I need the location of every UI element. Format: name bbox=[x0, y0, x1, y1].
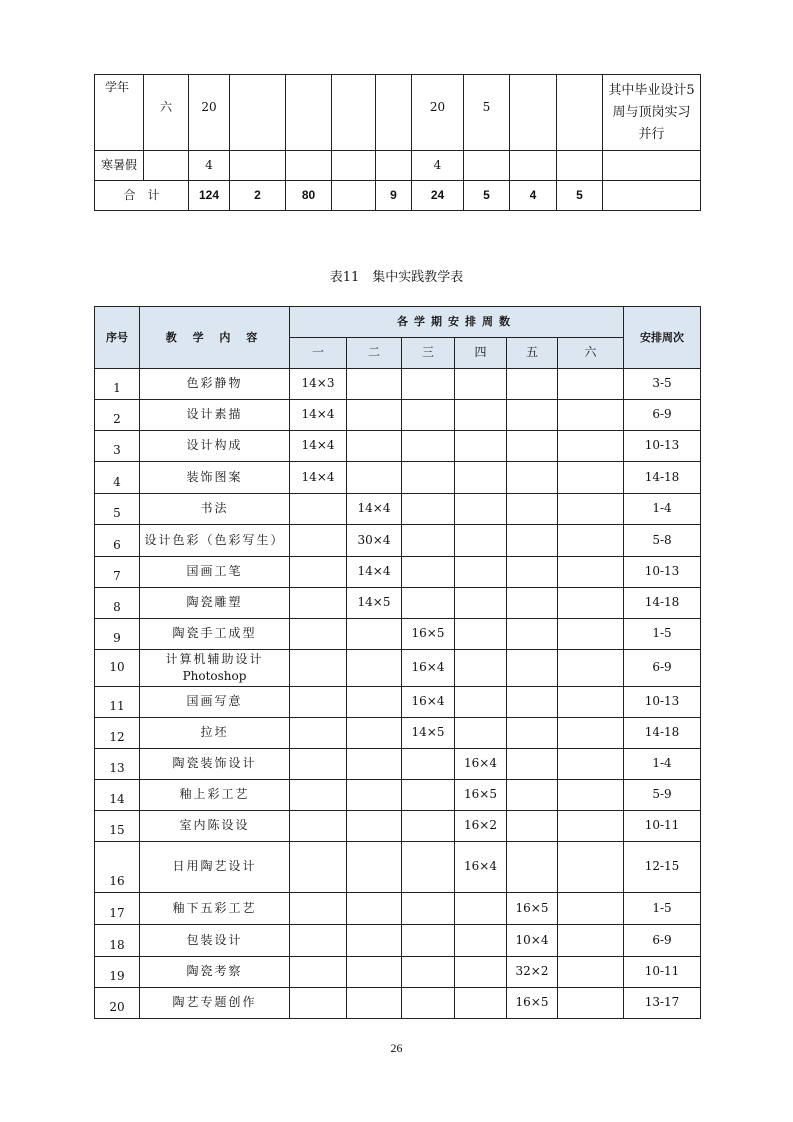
empty-cell bbox=[507, 718, 558, 749]
empty-cell bbox=[347, 400, 402, 431]
course-name bbox=[140, 557, 290, 588]
scheduled-weeks: 10-11 bbox=[624, 957, 701, 988]
scheduled-weeks: 14-18 bbox=[624, 462, 701, 494]
empty-cell bbox=[507, 619, 558, 650]
semester-six: 六 bbox=[144, 75, 189, 151]
empty-cell bbox=[455, 400, 507, 431]
empty-cell bbox=[347, 431, 402, 462]
practice-teaching-table bbox=[94, 306, 701, 1019]
empty-cell bbox=[402, 780, 455, 811]
cell-total: 20 bbox=[189, 75, 230, 151]
table-caption: 表11 集中实践教学表 bbox=[329, 270, 464, 285]
header-semester-6: 六 bbox=[558, 338, 624, 369]
table-row bbox=[95, 718, 701, 749]
course-name bbox=[140, 893, 290, 925]
empty-cell bbox=[290, 557, 347, 588]
cell bbox=[230, 75, 286, 151]
total-value: 9 bbox=[376, 181, 412, 211]
empty-cell bbox=[558, 687, 624, 718]
cell bbox=[603, 151, 701, 181]
course-name bbox=[140, 619, 290, 650]
cell bbox=[376, 75, 412, 151]
empty-cell bbox=[507, 749, 558, 780]
course-name bbox=[140, 925, 290, 957]
total-value: 124 bbox=[189, 181, 230, 211]
empty-cell bbox=[455, 957, 507, 988]
empty-cell bbox=[402, 431, 455, 462]
empty-cell bbox=[455, 619, 507, 650]
empty-cell bbox=[347, 369, 402, 400]
empty-cell bbox=[455, 925, 507, 957]
row-number: 17 bbox=[95, 893, 140, 925]
course-name bbox=[140, 718, 290, 749]
table-row bbox=[95, 893, 701, 925]
empty-cell bbox=[290, 893, 347, 925]
scheduled-weeks: 6-9 bbox=[624, 925, 701, 957]
table-row bbox=[95, 842, 701, 893]
semester-weeks-value: 16×4 bbox=[455, 842, 507, 893]
semester-weeks-value: 16×4 bbox=[455, 749, 507, 780]
empty-cell bbox=[455, 988, 507, 1019]
empty-cell bbox=[402, 494, 455, 525]
empty-cell bbox=[455, 650, 507, 687]
table-row bbox=[95, 494, 701, 525]
empty-cell bbox=[402, 842, 455, 893]
scheduled-weeks: 10-11 bbox=[624, 811, 701, 842]
empty-cell bbox=[507, 431, 558, 462]
empty-cell bbox=[290, 842, 347, 893]
empty-cell bbox=[558, 369, 624, 400]
vacation-row bbox=[95, 151, 701, 181]
empty-cell bbox=[290, 718, 347, 749]
empty-cell bbox=[347, 718, 402, 749]
row-number: 5 bbox=[95, 494, 140, 525]
row-number: 7 bbox=[95, 557, 140, 588]
semester-weeks-value: 16×5 bbox=[402, 619, 455, 650]
row-number: 3 bbox=[95, 431, 140, 462]
total-label: 合 计 bbox=[95, 181, 189, 211]
row-number: 15 bbox=[95, 811, 140, 842]
course-name-text: 釉下五彩工艺 bbox=[172, 900, 257, 915]
empty-cell bbox=[455, 525, 507, 557]
header-semester-5: 五 bbox=[507, 338, 558, 369]
scheduled-weeks: 1-4 bbox=[624, 749, 701, 780]
semester-weeks-value: 14×4 bbox=[290, 400, 347, 431]
table-row bbox=[95, 619, 701, 650]
total-value: 4 bbox=[510, 181, 557, 211]
cell bbox=[464, 151, 510, 181]
empty-cell bbox=[507, 557, 558, 588]
empty-cell bbox=[558, 525, 624, 557]
empty-cell bbox=[290, 988, 347, 1019]
scheduled-weeks: 14-18 bbox=[624, 718, 701, 749]
scheduled-weeks: 14-18 bbox=[624, 588, 701, 619]
empty-cell bbox=[347, 749, 402, 780]
credit-summary-table bbox=[94, 74, 701, 211]
empty-cell bbox=[507, 494, 558, 525]
empty-cell bbox=[507, 842, 558, 893]
course-name bbox=[140, 494, 290, 525]
row-number: 18 bbox=[95, 925, 140, 957]
course-name-text: 色彩静物 bbox=[186, 376, 243, 391]
table-row bbox=[95, 462, 701, 494]
scheduled-weeks: 10-13 bbox=[624, 431, 701, 462]
header-weeks: 安排周次 bbox=[624, 307, 701, 369]
total-value: 24 bbox=[412, 181, 464, 211]
table-row bbox=[95, 557, 701, 588]
semester-weeks-value: 14×4 bbox=[290, 462, 347, 494]
course-name-text: 书法 bbox=[200, 501, 229, 516]
course-name-text: 釉上彩工艺 bbox=[179, 787, 250, 802]
empty-cell bbox=[507, 780, 558, 811]
empty-cell bbox=[290, 957, 347, 988]
cell bbox=[144, 151, 189, 181]
row-number: 6 bbox=[95, 525, 140, 557]
empty-cell bbox=[507, 462, 558, 494]
row-number: 1 bbox=[95, 369, 140, 400]
empty-cell bbox=[558, 749, 624, 780]
semester-weeks-value: 30×4 bbox=[347, 525, 402, 557]
course-name bbox=[140, 400, 290, 431]
empty-cell bbox=[347, 925, 402, 957]
cell-value: 5 bbox=[464, 75, 510, 151]
empty-cell bbox=[290, 780, 347, 811]
empty-cell bbox=[455, 893, 507, 925]
header-seq: 序号 bbox=[95, 307, 140, 369]
empty-cell bbox=[402, 557, 455, 588]
semester-weeks-value: 14×4 bbox=[347, 494, 402, 525]
row-label-year: 学年 bbox=[95, 75, 144, 151]
empty-cell bbox=[290, 494, 347, 525]
course-name bbox=[140, 811, 290, 842]
empty-cell bbox=[402, 811, 455, 842]
table-row bbox=[95, 588, 701, 619]
row-number: 9 bbox=[95, 619, 140, 650]
course-name bbox=[140, 525, 290, 557]
empty-cell bbox=[558, 811, 624, 842]
row-number: 11 bbox=[95, 687, 140, 718]
course-name bbox=[140, 957, 290, 988]
semester-weeks-value: 14×5 bbox=[402, 718, 455, 749]
semester-weeks-value: 16×4 bbox=[402, 687, 455, 718]
semester-weeks-value: 16×5 bbox=[507, 988, 558, 1019]
empty-cell bbox=[455, 494, 507, 525]
total-value: 5 bbox=[464, 181, 510, 211]
scheduled-weeks: 5-8 bbox=[624, 525, 701, 557]
table-row bbox=[95, 811, 701, 842]
scheduled-weeks: 10-13 bbox=[624, 687, 701, 718]
row-number: 19 bbox=[95, 957, 140, 988]
empty-cell bbox=[290, 650, 347, 687]
course-name-text: 日用陶艺设计 bbox=[172, 859, 257, 874]
header-content: 教 学 内 容 bbox=[140, 307, 290, 369]
cell bbox=[557, 151, 603, 181]
cell bbox=[510, 151, 557, 181]
row-number: 14 bbox=[95, 780, 140, 811]
empty-cell bbox=[507, 400, 558, 431]
total-value: 5 bbox=[557, 181, 603, 211]
empty-cell bbox=[558, 431, 624, 462]
course-name bbox=[140, 780, 290, 811]
empty-cell bbox=[507, 811, 558, 842]
table-row bbox=[95, 431, 701, 462]
cell bbox=[332, 151, 376, 181]
table-row bbox=[95, 650, 701, 687]
semester-weeks-value: 14×4 bbox=[347, 557, 402, 588]
semester-weeks-value: 14×3 bbox=[290, 369, 347, 400]
empty-cell bbox=[507, 588, 558, 619]
empty-cell bbox=[402, 957, 455, 988]
empty-cell bbox=[402, 893, 455, 925]
empty-cell bbox=[455, 369, 507, 400]
empty-cell bbox=[455, 462, 507, 494]
header-semester-4: 四 bbox=[455, 338, 507, 369]
cell bbox=[376, 151, 412, 181]
empty-cell bbox=[402, 588, 455, 619]
table-row bbox=[95, 687, 701, 718]
course-name-text: 国画工笔 bbox=[186, 564, 243, 579]
header-semester-group: 各学期安排周数 bbox=[290, 307, 624, 338]
empty-cell bbox=[347, 650, 402, 687]
cell-value: 20 bbox=[412, 75, 464, 151]
scheduled-weeks: 3-5 bbox=[624, 369, 701, 400]
cell bbox=[286, 75, 332, 151]
row-number: 13 bbox=[95, 749, 140, 780]
table-row bbox=[95, 780, 701, 811]
course-name-text: 装饰图案 bbox=[186, 469, 243, 484]
empty-cell bbox=[347, 893, 402, 925]
row-number: 2 bbox=[95, 400, 140, 431]
course-name bbox=[140, 687, 290, 718]
row-number: 8 bbox=[95, 588, 140, 619]
header-semester-1: 一 bbox=[290, 338, 347, 369]
empty-cell bbox=[290, 619, 347, 650]
semester-weeks-value: 16×2 bbox=[455, 811, 507, 842]
course-name-text: 陶瓷考察 bbox=[186, 964, 243, 979]
table-row bbox=[95, 525, 701, 557]
table-row bbox=[95, 925, 701, 957]
cell-value: 4 bbox=[412, 151, 464, 181]
table-row bbox=[95, 957, 701, 988]
course-name bbox=[140, 588, 290, 619]
course-name bbox=[140, 842, 290, 893]
course-name-text: 室内陈设设 bbox=[179, 818, 250, 833]
empty-cell bbox=[347, 988, 402, 1019]
note-cell: 其中毕业设计5周与顶岗实习并行 bbox=[603, 75, 701, 151]
course-name-text: 国画写意 bbox=[186, 694, 243, 709]
empty-cell bbox=[558, 957, 624, 988]
empty-cell bbox=[558, 780, 624, 811]
empty-cell bbox=[347, 957, 402, 988]
scheduled-weeks: 10-13 bbox=[624, 557, 701, 588]
page-number: 26 bbox=[390, 1041, 403, 1055]
empty-cell bbox=[558, 842, 624, 893]
row-label-vacation: 寒暑假 bbox=[95, 151, 144, 181]
empty-cell bbox=[507, 650, 558, 687]
semester-weeks-value: 16×5 bbox=[455, 780, 507, 811]
table-row bbox=[95, 749, 701, 780]
cell bbox=[510, 75, 557, 151]
course-name bbox=[140, 369, 290, 400]
course-name-text: 陶瓷雕塑 bbox=[186, 595, 243, 610]
row-number: 16 bbox=[95, 842, 140, 893]
empty-cell bbox=[290, 749, 347, 780]
empty-cell bbox=[558, 557, 624, 588]
empty-cell bbox=[347, 842, 402, 893]
empty-cell bbox=[507, 525, 558, 557]
course-name-text: 计算机辅助设计 bbox=[165, 651, 264, 666]
empty-cell bbox=[402, 369, 455, 400]
empty-cell bbox=[507, 369, 558, 400]
empty-cell bbox=[558, 619, 624, 650]
empty-cell bbox=[455, 718, 507, 749]
row-number: 4 bbox=[95, 462, 140, 494]
empty-cell bbox=[347, 462, 402, 494]
empty-cell bbox=[402, 925, 455, 957]
semester-weeks-value: 16×4 bbox=[402, 650, 455, 687]
semester-weeks-value: 32×2 bbox=[507, 957, 558, 988]
empty-cell bbox=[290, 588, 347, 619]
empty-cell bbox=[402, 525, 455, 557]
total-value bbox=[603, 181, 701, 211]
empty-cell bbox=[347, 619, 402, 650]
cell bbox=[230, 151, 286, 181]
empty-cell bbox=[558, 988, 624, 1019]
empty-cell bbox=[402, 749, 455, 780]
empty-cell bbox=[558, 718, 624, 749]
cell bbox=[332, 75, 376, 151]
semester-weeks-value: 14×5 bbox=[347, 588, 402, 619]
total-value: 80 bbox=[286, 181, 332, 211]
course-name bbox=[140, 431, 290, 462]
empty-cell bbox=[558, 925, 624, 957]
row-number: 10 bbox=[95, 650, 140, 687]
course-name-text: 陶瓷手工成型 bbox=[172, 626, 257, 641]
empty-cell bbox=[558, 494, 624, 525]
empty-cell bbox=[290, 925, 347, 957]
header-semester-2: 二 bbox=[347, 338, 402, 369]
empty-cell bbox=[455, 687, 507, 718]
course-name-text: 设计素描 bbox=[186, 407, 243, 422]
empty-cell bbox=[558, 650, 624, 687]
empty-cell bbox=[558, 893, 624, 925]
empty-cell bbox=[402, 400, 455, 431]
total-value: 2 bbox=[230, 181, 286, 211]
empty-cell bbox=[507, 687, 558, 718]
course-name bbox=[140, 749, 290, 780]
cell-value: 4 bbox=[189, 151, 230, 181]
table-row bbox=[95, 400, 701, 431]
empty-cell bbox=[455, 431, 507, 462]
row-number: 20 bbox=[95, 988, 140, 1019]
table-row bbox=[95, 369, 701, 400]
empty-cell bbox=[347, 687, 402, 718]
empty-cell bbox=[558, 588, 624, 619]
scheduled-weeks: 1-5 bbox=[624, 893, 701, 925]
scheduled-weeks: 6-9 bbox=[624, 650, 701, 687]
scheduled-weeks: 13-17 bbox=[624, 988, 701, 1019]
empty-cell bbox=[558, 400, 624, 431]
scheduled-weeks: 12-15 bbox=[624, 842, 701, 893]
scheduled-weeks: 1-5 bbox=[624, 619, 701, 650]
header-semester-3: 三 bbox=[402, 338, 455, 369]
total-value bbox=[332, 181, 376, 211]
cell bbox=[557, 75, 603, 151]
practice-rows bbox=[95, 369, 701, 1019]
empty-cell bbox=[455, 588, 507, 619]
row-number: 12 bbox=[95, 718, 140, 749]
course-name-subtext: Photoshop bbox=[182, 669, 247, 683]
course-name-text: 设计色彩（色彩写生） bbox=[144, 532, 285, 547]
empty-cell bbox=[290, 687, 347, 718]
empty-cell bbox=[402, 462, 455, 494]
scheduled-weeks: 1-4 bbox=[624, 494, 701, 525]
empty-cell bbox=[455, 557, 507, 588]
semester-weeks-value: 10×4 bbox=[507, 925, 558, 957]
year-row bbox=[95, 75, 701, 151]
semester-weeks-value: 16×5 bbox=[507, 893, 558, 925]
course-name-text: 陶瓷装饰设计 bbox=[172, 756, 257, 771]
empty-cell bbox=[290, 811, 347, 842]
empty-cell bbox=[558, 462, 624, 494]
course-name bbox=[140, 650, 290, 687]
course-name bbox=[140, 988, 290, 1019]
course-name-text: 设计构成 bbox=[186, 438, 243, 453]
cell bbox=[286, 151, 332, 181]
course-name bbox=[140, 462, 290, 494]
table-row bbox=[95, 988, 701, 1019]
empty-cell bbox=[402, 988, 455, 1019]
course-name-text: 包装设计 bbox=[186, 932, 243, 947]
scheduled-weeks: 6-9 bbox=[624, 400, 701, 431]
header-row-1 bbox=[95, 307, 701, 338]
scheduled-weeks: 5-9 bbox=[624, 780, 701, 811]
total-row bbox=[95, 181, 701, 211]
course-name-text: 拉坯 bbox=[200, 725, 229, 740]
empty-cell bbox=[347, 780, 402, 811]
semester-weeks-value: 14×4 bbox=[290, 431, 347, 462]
course-name-text: 陶艺专题创作 bbox=[172, 995, 257, 1010]
empty-cell bbox=[290, 525, 347, 557]
empty-cell bbox=[347, 811, 402, 842]
